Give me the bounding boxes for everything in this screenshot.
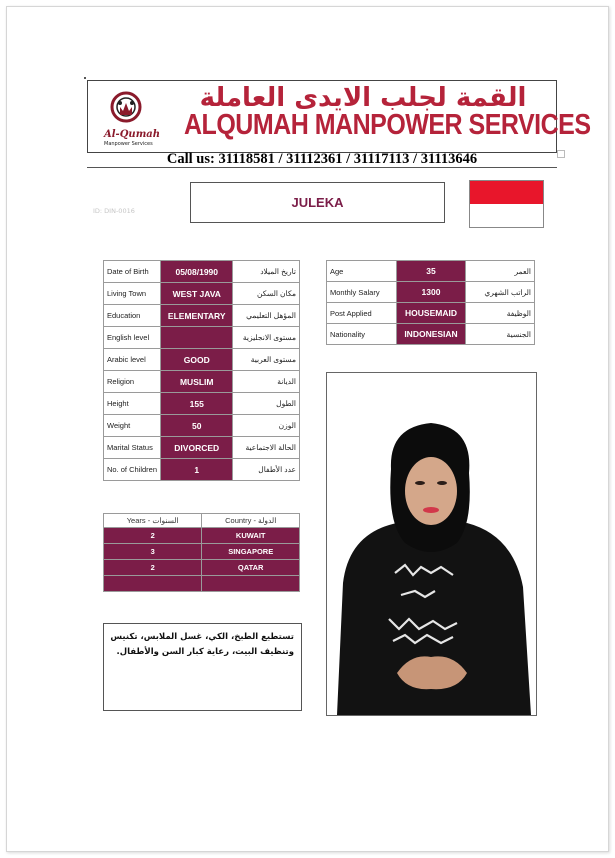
company-header [87,80,591,153]
row-value: 155 [161,393,233,415]
row-value: 05/08/1990 [161,261,233,283]
candidate-portrait-image [327,373,536,715]
row-arabic-label: العمر [466,261,535,282]
table-row [104,415,300,437]
flag-white-band [470,204,543,227]
table-row [104,327,300,349]
logo-name: Al-Qumah [104,129,161,140]
table-row [104,576,300,592]
years-column-header: Years - السنوات [104,514,202,528]
row-arabic-label: مستوى الانجليزية [233,327,300,349]
table-row [327,324,535,345]
company-logo [98,89,170,149]
row-arabic-label: الديانة [233,371,300,393]
row-value: DIVORCED [161,437,233,459]
row-arabic-label: الوظيفة [466,303,535,324]
experience-country [202,576,300,592]
row-label: English level [104,327,161,349]
table-row [104,305,300,327]
table-row [327,303,535,324]
table-row [104,393,300,415]
table-row [327,261,535,282]
row-label: Age [327,261,397,282]
row-value: HOUSEMAID [396,303,466,324]
row-arabic-label: تاريخ الميلاد [233,261,300,283]
row-label: Living Town [104,283,161,305]
row-arabic-label: مستوى العربية [233,349,300,371]
corner-mark [84,77,86,79]
job-info-table [326,260,535,345]
table-row [327,282,535,303]
personal-info-table [103,260,300,481]
corner-mark [557,150,565,158]
candidate-name: JULEKA [190,182,445,223]
english-company-title: ALQUMAH MANPOWER SERVICES [184,108,591,142]
candidate-id: ID: DIN-0016 [93,207,135,215]
row-arabic-label: الوزن [233,415,300,437]
country-column-header: Country - الدولة [202,514,300,528]
table-row [104,560,300,576]
row-label: No. of Children [104,459,161,481]
row-label: Arabic level [104,349,161,371]
logo-subtitle: Manpower Services [104,141,153,147]
row-label: Religion [104,371,161,393]
indonesia-flag-icon [469,180,544,228]
experience-country: QATAR [202,560,300,576]
row-arabic-label: عدد الأطفال [233,459,300,481]
experience-years: 2 [104,528,202,544]
row-label: Nationality [327,324,397,345]
experience-years: 2 [104,560,202,576]
header-divider [87,167,557,168]
row-label: Monthly Salary [327,282,397,303]
row-value [161,327,233,349]
row-label: Marital Status [104,437,161,459]
row-value: 35 [396,261,466,282]
table-row [104,371,300,393]
table-row [104,437,300,459]
row-value: 1 [161,459,233,481]
row-label: Post Applied [327,303,397,324]
table-row [104,544,300,560]
row-value: ELEMENTARY [161,305,233,327]
experience-years: 3 [104,544,202,560]
row-arabic-label: الراتب الشهري [466,282,535,303]
row-value: GOOD [161,349,233,371]
experience-table [103,513,300,592]
row-arabic-label: مكان السكن [233,283,300,305]
row-arabic-label: المؤهل التعليمي [233,305,300,327]
row-arabic-label: الحالة الاجتماعية [233,437,300,459]
experience-years [104,576,202,592]
row-label: Weight [104,415,161,437]
row-arabic-label: الطول [233,393,300,415]
arabic-company-title: القمة لجلب الايدى العاملة [199,83,527,113]
crown-logo-icon [98,89,170,131]
experience-country: KUWAIT [202,528,300,544]
table-row [104,528,300,544]
row-value: INDONESIAN [396,324,466,345]
row-label: Education [104,305,161,327]
row-value: WEST JAVA [161,283,233,305]
experience-header-row [104,514,300,528]
row-label: Date of Birth [104,261,161,283]
row-label: Height [104,393,161,415]
call-us-line: Call us: 31118581 / 31112361 / 31117113 / 31113646 [166,151,478,167]
row-arabic-label: الجنسية [466,324,535,345]
candidate-photo [326,372,537,716]
flag-red-band [470,181,543,204]
row-value: MUSLIM [161,371,233,393]
skills-text: تستطيع الطبخ، الكي، غسل الملابس، تكنيس وتنظيف البيت، رعاية كبار السن والأطفال. [110,632,294,657]
table-row [104,261,300,283]
row-value: 50 [161,415,233,437]
table-row [104,349,300,371]
experience-country: SINGAPORE [202,544,300,560]
table-row [104,459,300,481]
table-row [104,283,300,305]
skills-box [103,623,302,711]
row-value: 1300 [396,282,466,303]
